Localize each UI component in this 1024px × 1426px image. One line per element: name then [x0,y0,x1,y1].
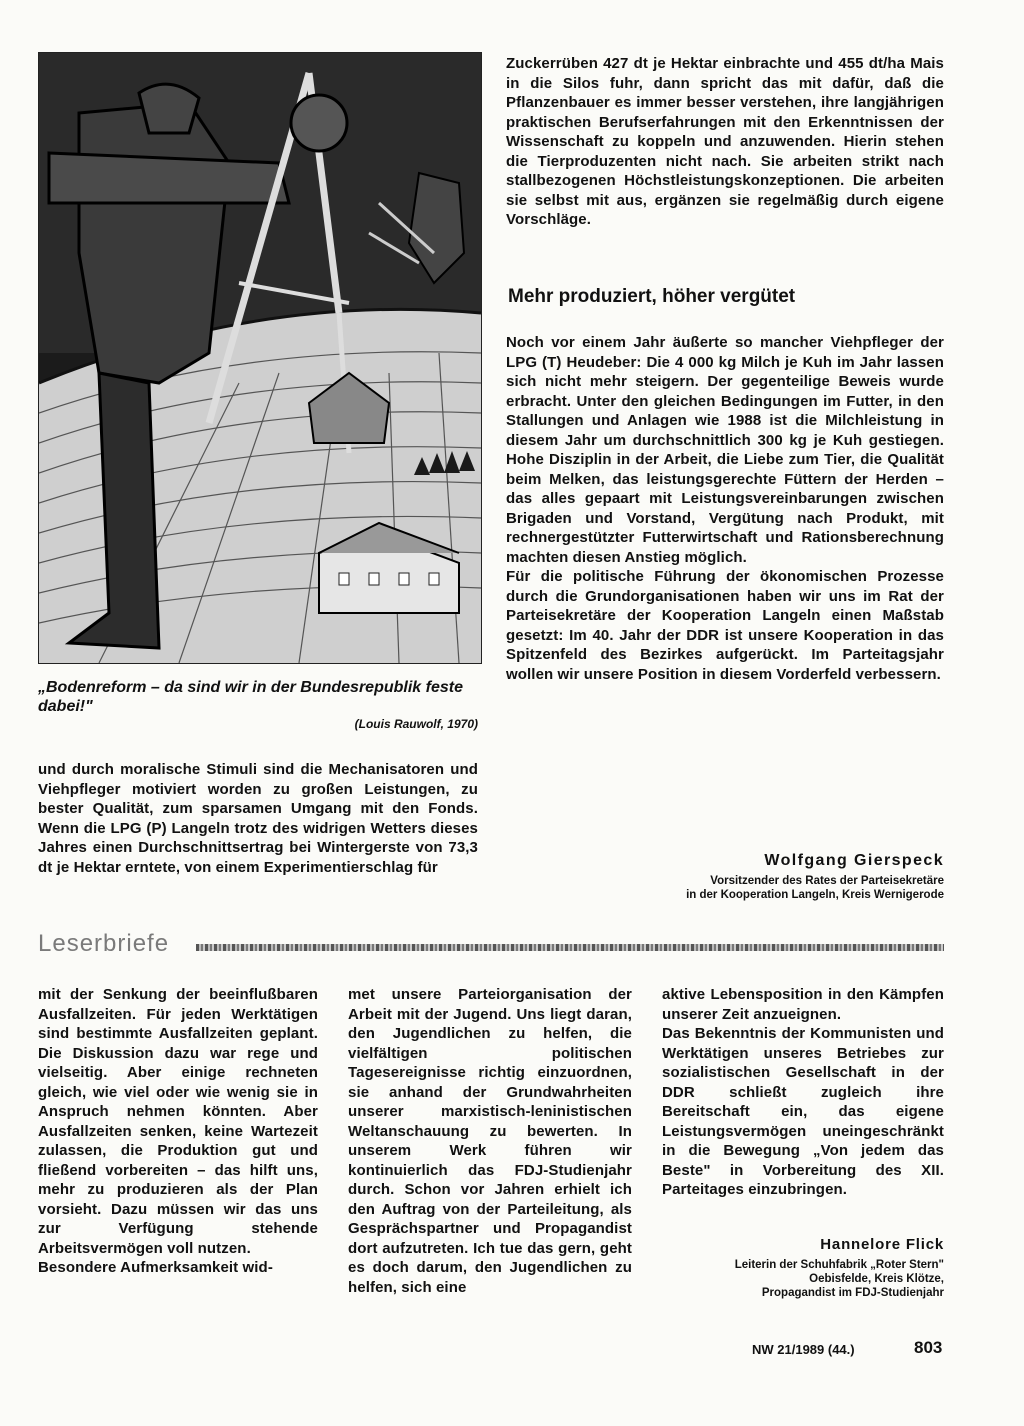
issue-label: NW 21/1989 (44.) [752,1342,855,1357]
letter-paragraph: met unsere Parteiorganisation der Arbeit mit der Jugend. Uns liegt daran, den Jugendlichen zu helfen, die vielfältigen politischen Tagesereignisse richtig einzuordnen, sie anhand der Grundwahrheiten unserer marxistisch-leninistischen Weltanschauung zu bewerten. In unserem Werk führen wir kontinuierlich das FDJ-Studienjahr durch. Schon vor Jahren erhielt ich den Auftrag von der Parteileitung, als Gesprächspartner und Propagandist dort aufzutreten. Ich tue das gern, geht es doch darum, den Jugendlichen zu helfen, sich eine [348,986,632,1296]
cartoon-drawing [39,53,481,663]
article-paragraph: Für die politische Führung der ökonomischen Prozesse durch die Grundorganisationen haben wir uns im Rat der Parteisekretäre der Kooperation Langeln einen Maßstab gesetzt: Im 40. Jahr der DDR ist unsere Kooperation in das Spitzenfeld des Bezirkes aufgerückt. Im Parteitagsjahr wollen wir unsere Position in diesem Vorderfeld verbessern. [506,568,944,683]
letter-paragraph: Besondere Aufmerksamkeit wid- [38,1259,273,1276]
letters-column-2 [348,985,632,1297]
article-paragraph: und durch moralische Stimuli sind die Mechanisatoren und Viehpfleger motiviert worden zu großen Leistungen, zu bester Qualität, zum sparsamen Umgang mit den Fonds. Wenn die LPG (P) Langeln trotz des widrigen Wetters dieses Jahres einen Durchschnittsertrag bei Wintergerste von 73,3 dt je Hektar erntete, von einem Experimentierschlag für [38,761,478,876]
article-right-column-bottom [506,333,944,684]
letter-paragraph: aktive Lebensposition in den Kämpfen unserer Zeit anzueignen. [662,986,944,1023]
cartoon-illustration [38,52,482,664]
article-left-column [38,760,478,877]
letter-paragraph: mit der Senkung der beeinflußbaren Ausfallzeiten. Für jeden Werktätigen sind bestimmte Ausfallzeiten geplant. Die Diskussion dazu war rege und vielseitig. Aber einige rechneten gleich, wie viel oder wie wenig sie in Anspruch nehmen könnten. Aber Ausfallzeiten senken, keine Wartezeit zulassen, die Produktion gut und fließend vorbereiten – das hilft uns, mehr zu produzieren als der Plan vorsieht. Dazu müssen wir das uns zur Verfügung stehende Arbeitsvermögen voll nutzen. [38,986,318,1257]
letter-author-role [735,1258,944,1300]
cartoon-caption: „Bodenreform – da sind wir in der Bundesrepublik feste dabei!" [38,679,463,715]
article-subheading: Mehr produziert, höher vergütet [508,286,796,307]
author-role-line: Vorsitzender des Rates der Parteisekretäre [710,875,944,887]
page-number: 803 [914,1338,943,1357]
article-author-role [686,874,944,902]
letters-column-1 [38,985,318,1278]
article-author: Wolfgang Gierspeck [764,852,944,869]
letter-author: Hannelore Flick [820,1236,944,1253]
letter-role-line: Propagandist im FDJ-Studienjahr [761,1287,944,1299]
section-title-leserbriefe: Leserbriefe [38,930,170,957]
letters-column-3 [662,985,944,1200]
letter-paragraph: Das Bekenntnis der Kommunisten und Werktätigen unseres Betriebes zur sozialistischen Gesellschaft in der DDR schließt zugleich ihre Bereitschaft ein, das eigene Leistungsvermögen uneingeschränkt in die Bewegung „Von jedem das Beste" in Vorbereitung des XII. Parteitages einzubringen. [662,1025,944,1198]
author-role-line: in der Kooperation Langeln, Kreis Wernigerode [686,889,944,901]
article-paragraph: Zuckerrüben 427 dt je Hektar einbrachte und 455 dt/ha Mais in die Silos fuhr, dann spricht das mit dafür, daß die Pflanzenbauer es immer besser verstehen, ihre langjährigen praktischen Berufserfahrungen mit den Erkenntnissen der Wissenschaft zu koppeln und anzuwenden. Hierin stehen die Tierproduzenten nicht nach. Sie arbeiten strikt nach stallbezogenen Höchstleistungskonzeptionen. Die arbeiten sie selbst mit aus, ergänzen sie regelmäßig durch eigene Vorschläge. [506,55,944,228]
letter-role-line: Leiterin der Schuhfabrik „Roter Stern" [734,1259,944,1271]
cartoon-credit: (Louis Rauwolf, 1970) [354,717,478,731]
article-paragraph: Noch vor einem Jahr äußerte so mancher Viehpfleger der LPG (T) Heudeber: Die 4 000 kg Milch je Kuh im Jahr lassen sich nicht mehr steigern. Der gegenteilige Beweis wurde erbracht. Unter den gleichen Bedingungen im Futter, in den Stallungen und Anlagen wie 1988 ist die Milchleistung in diesem Jahr um durchschnittlich 300 kg je Kuh gestiegen. Hohe Disziplin in der Arbeit, die Liebe zum Tier, die Qualität beim Melken, das leistungsgerechte Füttern der Herden – das alles gepaart mit Leistungsvereinbarungen zwischen Brigaden und Vorstand, Vergütung nach Produkt, mit rechnergestützter Futterwirtschaft und Rationsberechnung machten diesen Anstieg möglich. [506,334,944,566]
section-divider [196,944,944,951]
article-right-column-top [506,54,944,230]
letter-role-line: Oebisfelde, Kreis Klötze, [809,1273,944,1285]
